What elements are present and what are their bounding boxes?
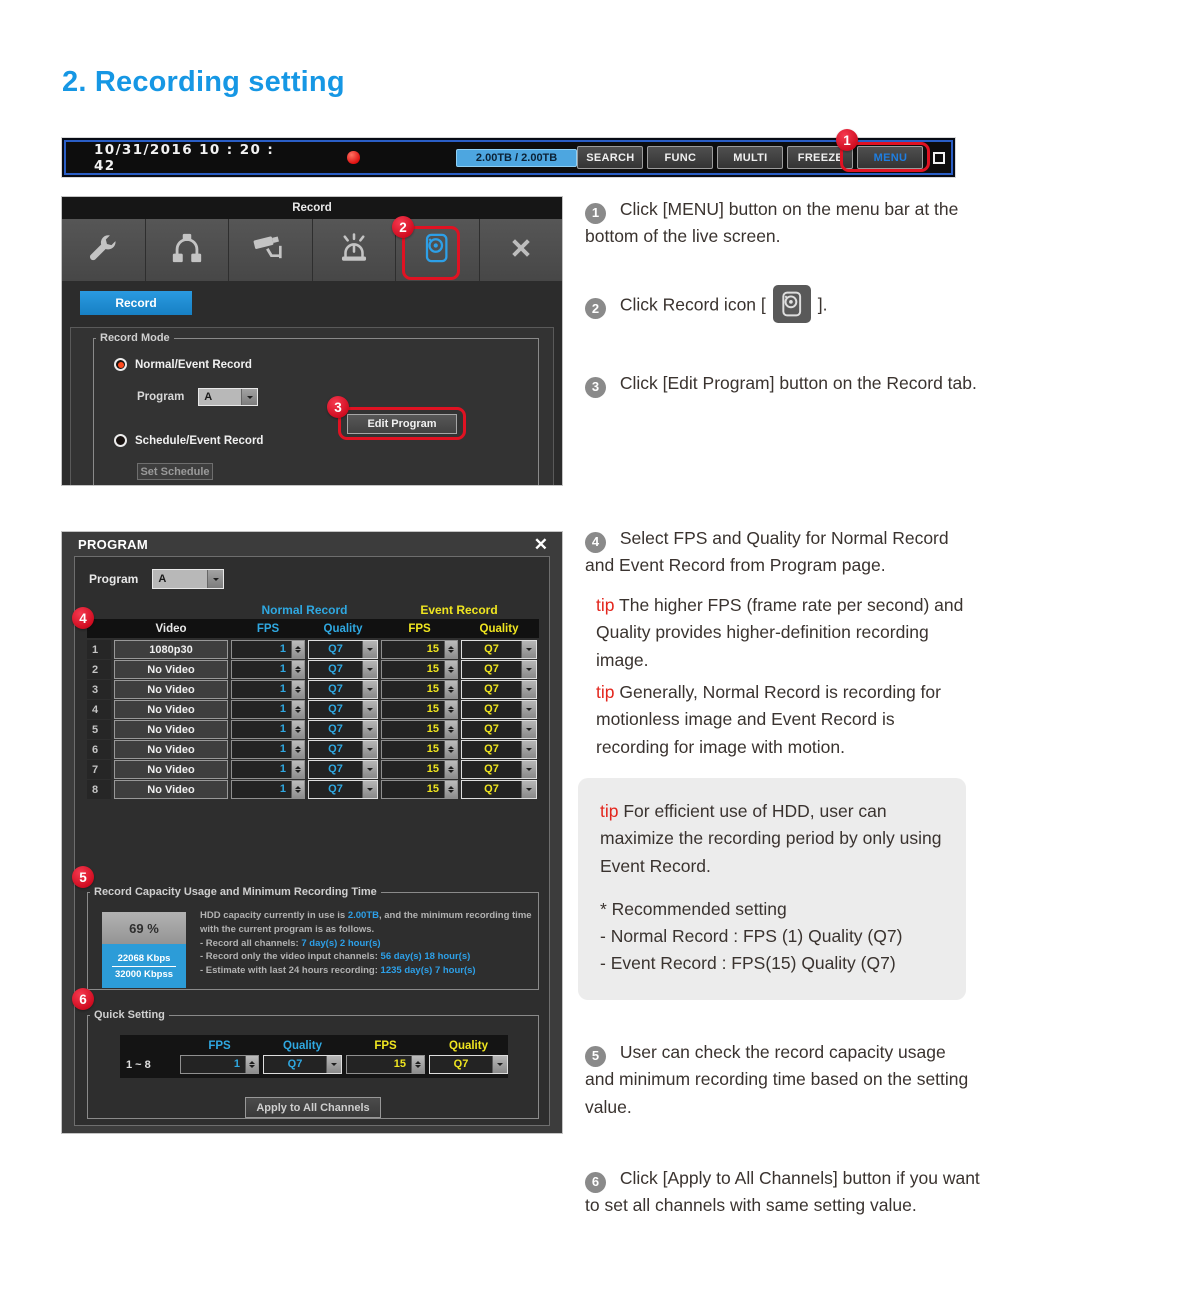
quick-setting-group [87,1009,539,1119]
quick-range-header [124,1038,176,1053]
normal-fps-spinner[interactable]: 1 [231,700,305,719]
normal-fps-col-header: FPS [256,622,280,635]
quick-normal-fps-spinner[interactable]: 1 [180,1055,259,1074]
table-row [87,680,539,699]
table-row [87,640,539,659]
event-fps-spinner[interactable]: 15 [381,740,458,759]
step-1 [585,196,970,251]
event-fps-spinner[interactable]: 15 [381,660,458,679]
program-select-row [89,569,224,589]
event-quality-dropdown[interactable]: Q7 [461,660,537,679]
normal-quality-dropdown[interactable]: Q7 [308,720,378,739]
normal-record-header: Normal Record [261,602,348,617]
video-status: No Video [114,660,228,679]
event-fps-spinner[interactable]: 15 [381,780,458,799]
normal-fps-spinner[interactable]: 1 [231,680,305,699]
table-row [87,760,539,779]
step-4-badge: 4 [585,532,606,553]
capacity-item: - Record only the video input channels: 56 day(s) 18 hour(s) [200,951,471,963]
step-3-text: Click [Edit Program] button on the Record tab. [619,373,977,393]
live-menu-bar [62,132,955,177]
record-window-body [62,281,562,485]
menu-button[interactable]: MENU [857,146,923,169]
toolbar-item-alarm[interactable] [313,219,397,281]
chevron-down-icon[interactable] [521,701,536,718]
chevron-down-icon[interactable] [521,721,536,738]
storage-capacity-badge: 2.00TB / 2.00TB [456,149,578,167]
normal-fps-spinner[interactable]: 1 [231,780,305,799]
chevron-down-icon[interactable] [521,641,536,658]
apply-to-all-channels-button[interactable]: Apply to All Channels [245,1097,381,1118]
radio-schedule-label: Schedule/Event Record [135,434,264,447]
step-1-badge: 1 [585,203,606,224]
chevron-down-icon[interactable] [521,661,536,678]
quick-setting-group-label: Quick Setting [94,1009,165,1021]
step-2-text-pre: Click Record icon [ [619,294,766,315]
spinner-buttons[interactable] [291,701,304,718]
capacity-gauge [102,912,186,988]
tip-box-paragraph: tip For efficient use of HDD, user can maximize the recording period by only using Event Record. [600,801,942,876]
table-row [87,720,539,739]
callout-5-badge: 5 [72,866,94,888]
spinner-buttons[interactable] [444,641,457,658]
spinner-buttons[interactable] [444,661,457,678]
network-icon [170,232,204,269]
chevron-down-icon[interactable] [521,781,536,798]
video-status: No Video [114,740,228,759]
normal-quality-col-header: Quality [323,622,363,635]
step-6-text: Click [Apply to All Channels] button if you want to set all channels with same setting value. [585,1168,980,1216]
normal-quality-dropdown[interactable]: Q7 [308,760,378,779]
event-fps-spinner[interactable]: 15 [381,760,458,779]
chevron-down-icon[interactable] [362,781,377,798]
quick-control-row [124,1055,504,1074]
search-button[interactable]: SEARCH [577,146,643,169]
channel-range-label: 1 ~ 8 [126,1058,151,1071]
tip-1-text: The higher FPS (frame rate per second) and Quality provides higher-definition recording image. [596,595,964,670]
table-row [87,700,539,719]
channel-table [87,601,539,800]
normal-fps-spinner[interactable]: 1 [231,640,305,659]
record-capacity-group-label: Record Capacity Usage and Minimum Recording Time [94,886,377,898]
record-window-title: Record [62,197,562,219]
callout-6-badge: 6 [72,988,94,1010]
quick-event-quality-header: Quality [449,1039,488,1052]
normal-fps-spinner[interactable]: 1 [231,740,305,759]
capacity-summary-line: HDD capacity currently in use is 2.00TB, and the minimum recording time with the current program is as follows. [200,910,532,935]
tip-label: tip [596,682,615,702]
radio-normal-event-record[interactable] [114,358,252,371]
quick-normal-fps-header: FPS [208,1039,231,1052]
channel-number: 8 [87,780,111,799]
program-select-row [137,388,258,406]
close-icon [506,233,536,268]
record-capacity-group [87,886,539,990]
table-row [87,740,539,759]
spinner-buttons[interactable] [245,1056,258,1073]
capacity-item: - Estimate with last 24 hours recording: 1235 day(s) 7 hour(s) [200,965,476,977]
event-quality-dropdown[interactable]: Q7 [461,740,537,759]
spinner-buttons[interactable] [291,681,304,698]
step-5 [585,1039,977,1121]
event-quality-dropdown[interactable]: Q7 [461,640,537,659]
spinner-buttons[interactable] [444,741,457,758]
record-mode-group-label: Record Mode [100,332,170,344]
spinner-buttons[interactable] [444,761,457,778]
event-quality-dropdown[interactable]: Q7 [461,700,537,719]
freeze-button[interactable]: FREEZE [787,146,853,169]
chevron-down-icon[interactable] [362,661,377,678]
callout-1-badge: 1 [836,129,858,151]
program-window-title: PROGRAM [78,536,148,552]
datetime-display: 10/31/2016 10 : 20 : 42 [94,141,275,174]
spinner-buttons[interactable] [291,641,304,658]
capacity-description [200,909,534,978]
step-3 [585,370,980,397]
camera-icon [252,232,288,269]
program-titlebar [62,532,562,556]
spinner-buttons[interactable] [291,761,304,778]
chevron-down-icon[interactable] [362,741,377,758]
normal-fps-spinner[interactable]: 1 [231,660,305,679]
capacity-item: - Record all channels: 7 day(s) 2 hour(s) [200,937,381,949]
program-label: Program [89,572,139,586]
table-row [87,780,539,799]
normal-quality-dropdown[interactable]: Q7 [308,740,378,759]
toolbar-item-settings[interactable] [62,219,146,281]
event-fps-spinner[interactable]: 15 [381,700,458,719]
chevron-down-icon[interactable] [521,761,536,778]
chevron-down-icon[interactable] [362,761,377,778]
close-icon[interactable]: ✕ [533,534,548,554]
chevron-down-icon[interactable] [241,389,257,405]
step-5-badge: 5 [585,1046,606,1067]
event-quality-dropdown[interactable]: Q7 [461,760,537,779]
program-dropdown[interactable]: A [152,569,224,589]
set-schedule-button[interactable]: Set Schedule [137,463,213,480]
radio-normal-label: Normal/Event Record [135,358,252,371]
monitor-icon [933,152,945,164]
quick-event-fps-spinner[interactable]: 15 [346,1055,425,1074]
normal-fps-spinner[interactable]: 1 [231,760,305,779]
spinner-buttons[interactable] [444,681,457,698]
program-window [62,532,562,1133]
normal-quality-dropdown[interactable]: Q7 [308,680,378,699]
spinner-buttons[interactable] [291,721,304,738]
normal-quality-dropdown[interactable]: Q7 [308,780,378,799]
table-row [87,660,539,679]
channel-number: 1 [87,640,111,659]
step-2 [585,287,985,325]
callout-3-badge: 3 [327,396,349,418]
recommended-setting-title: * Recommended setting [600,898,787,919]
menu-bar-buttons [577,146,923,169]
radio-unselected-icon[interactable] [114,434,127,447]
step-5-text: User can check the record capacity usage and minimum recording time based on the setting value. [585,1042,969,1117]
program-dropdown[interactable]: A [198,388,258,406]
event-quality-dropdown[interactable]: Q7 [461,680,537,699]
step-1-text: Click [MENU] button on the menu bar at the bottom of the live screen. [585,199,959,247]
step-4 [585,525,977,580]
video-status: No Video [114,780,228,799]
video-status: No Video [114,700,228,719]
quick-normal-quality-header: Quality [283,1039,322,1052]
tab-record[interactable]: Record [80,291,192,315]
chevron-down-icon[interactable] [362,701,377,718]
event-quality-dropdown[interactable]: Q7 [461,720,537,739]
channel-number: 6 [87,740,111,759]
toolbar-item-close[interactable] [480,219,563,281]
recommended-event-line: - Event Record : FPS(15) Quality (Q7) [600,953,896,974]
chevron-down-icon[interactable] [362,641,377,658]
normal-quality-dropdown[interactable]: Q7 [308,660,378,679]
chevron-down-icon[interactable] [521,741,536,758]
tip-1 [596,592,971,674]
page-title: 2. Recording setting [62,66,345,98]
record-window [62,197,562,485]
toolbar-item-network[interactable] [146,219,230,281]
record-mode-group [93,332,539,485]
capacity-bitrate [102,944,186,988]
record-icon [422,232,452,269]
event-quality-col-header: Quality [479,622,519,635]
tip-2-text: Generally, Normal Record is recording for motionless image and Event Record is recording for image with motion. [596,682,941,757]
siren-icon [337,232,371,269]
table-group-header [87,601,539,618]
channel-number: 3 [87,680,111,699]
normal-quality-dropdown[interactable]: Q7 [308,700,378,719]
channel-number: 2 [87,660,111,679]
edit-program-button[interactable]: Edit Program [347,414,457,434]
tip-2 [596,679,971,761]
event-fps-spinner[interactable]: 15 [381,680,458,699]
func-button[interactable]: FUNC [647,146,713,169]
callout-4-badge: 4 [72,607,94,629]
event-record-header: Event Record [420,602,498,617]
step-2-text-post: ]. [817,294,828,315]
spinner-buttons[interactable] [444,701,457,718]
toolbar-item-camera[interactable] [229,219,313,281]
normal-fps-spinner[interactable]: 1 [231,720,305,739]
quick-event-quality-dropdown[interactable]: Q7 [429,1055,508,1074]
event-fps-col-header: FPS [408,622,431,635]
video-status: 1080p30 [114,640,228,659]
record-panel [70,327,554,485]
radio-schedule-event-record[interactable] [114,434,263,447]
table-header-row [87,619,539,638]
chevron-down-icon[interactable] [521,681,536,698]
callout-2-badge: 2 [392,216,414,238]
quick-setting-table [120,1035,508,1078]
event-fps-spinner[interactable]: 15 [381,720,458,739]
capacity-percent: 69 % [102,912,186,944]
quick-normal-quality-dropdown[interactable]: Q7 [263,1055,342,1074]
spinner-buttons[interactable] [291,741,304,758]
step-6 [585,1165,983,1220]
spinner-buttons[interactable] [291,781,304,798]
chevron-down-icon[interactable] [362,681,377,698]
chevron-down-icon[interactable] [207,570,223,588]
recommended-normal-line: - Normal Record : FPS (1) Quality (Q7) [600,926,903,947]
program-panel [74,556,550,1126]
max-bitrate: 32000 Kbpss [114,968,174,980]
tip-callout-box [578,778,966,1000]
channel-number: 5 [87,720,111,739]
event-fps-spinner[interactable]: 15 [381,640,458,659]
quick-event-fps-header: FPS [374,1039,397,1052]
chevron-down-icon[interactable] [326,1056,341,1073]
multi-button[interactable]: MULTI [717,146,783,169]
channel-number: 4 [87,700,111,719]
current-bitrate: 22068 Kbps [117,952,171,964]
video-status: No Video [114,720,228,739]
quick-header-row [124,1038,504,1053]
record-icon [773,285,811,323]
recording-indicator-icon [347,151,359,164]
video-status: No Video [114,760,228,779]
video-col-header: Video [155,622,187,635]
record-toolbar [62,219,562,281]
program-table-body [87,640,539,799]
step-3-badge: 3 [585,377,606,398]
tip-label: tip [600,801,619,821]
gauge-divider [112,966,176,967]
chevron-down-icon[interactable] [492,1056,507,1073]
event-quality-dropdown[interactable]: Q7 [461,780,537,799]
video-status: No Video [114,680,228,699]
spinner-buttons[interactable] [444,721,457,738]
step-2-badge: 2 [585,298,606,319]
spinner-buttons[interactable] [291,661,304,678]
step-6-badge: 6 [585,1172,606,1193]
tip-label: tip [596,595,615,615]
program-label: Program [137,391,185,403]
normal-quality-dropdown[interactable]: Q7 [308,640,378,659]
spinner-buttons[interactable] [444,781,457,798]
chevron-down-icon[interactable] [362,721,377,738]
spinner-buttons[interactable] [411,1056,424,1073]
channel-number: 7 [87,760,111,779]
wrench-icon [86,232,120,269]
step-4-text: Select FPS and Quality for Normal Record and Event Record from Program page. [585,528,949,576]
radio-selected-icon[interactable] [114,358,127,371]
